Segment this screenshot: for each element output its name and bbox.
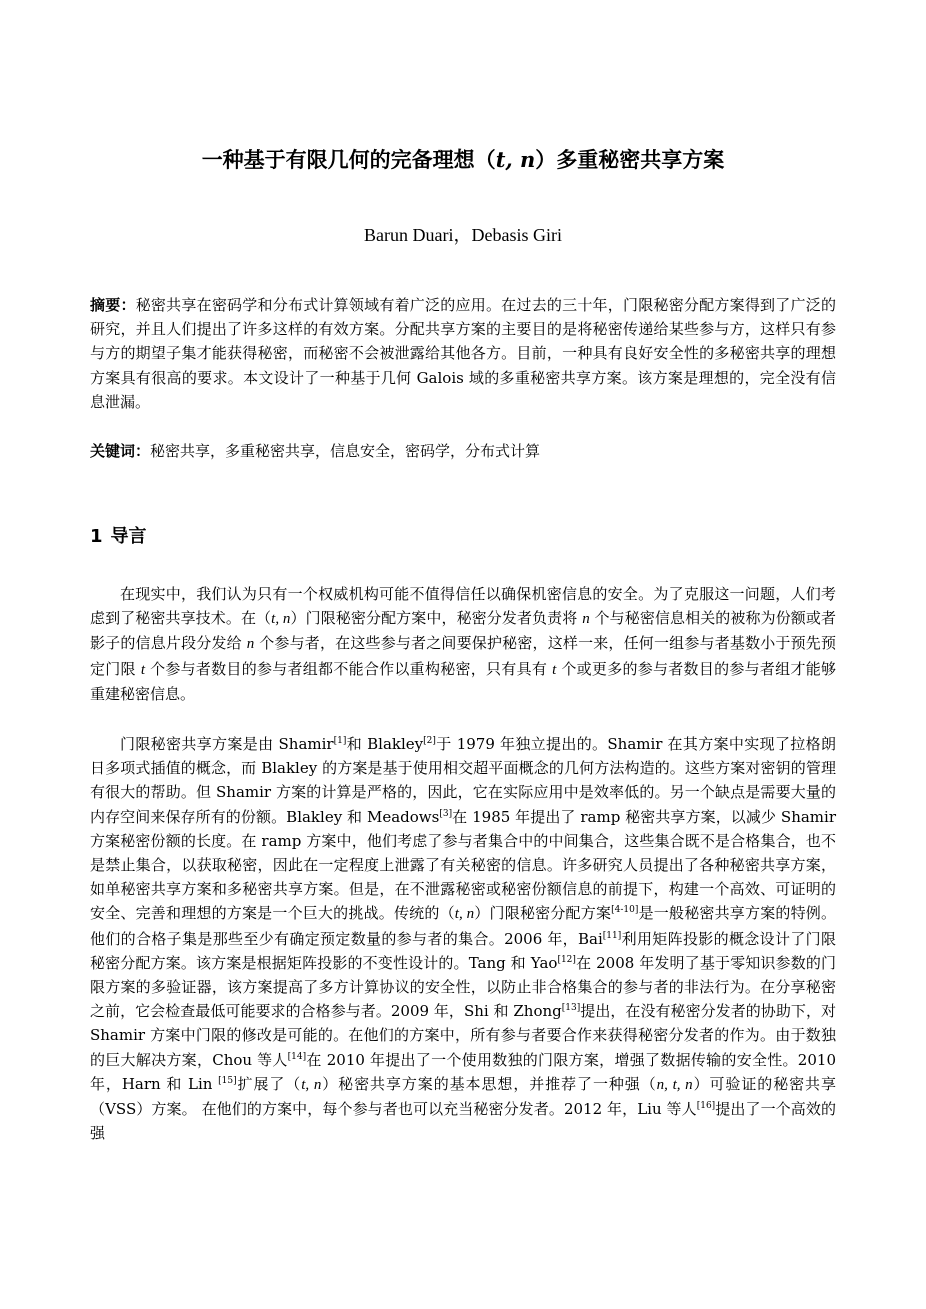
title-var-t: t xyxy=(495,147,506,172)
section-title: 导言 xyxy=(110,526,147,547)
citation-ref: [13] xyxy=(561,1003,581,1014)
keywords-label: 关键词： xyxy=(90,442,151,460)
title-var-n: n xyxy=(520,147,536,172)
keywords-text: 秘密共享，多重秘密共享，信息安全，密码学，分布式计算 xyxy=(150,442,541,460)
body-paragraph-1: 在现实中，我们认为只有一个权威机构可能不值得信任以确保机密信息的安全。为了克服这一问题，人们考虑到了秘密共享技术。在（t, n）门限秘密分配方案中，秘密分发者负责将 n 个与秘密信息相关的被称为份额或者影子的信息片段分发给 n 个参与者，在这些参与者之间要保护秘密，这样一来，任何一组参与者基数小于预先预定门限 t 个参与者数目的参与者组都不能合作以重构秘密，只有具有 t 个或更多的参与者数目的参与者组才能够重建秘密信息。 xyxy=(90,585,836,703)
citation-ref: [2] xyxy=(423,736,436,746)
abstract xyxy=(90,293,836,414)
author-list: Barun Duari，Debasis Giri xyxy=(364,225,562,245)
citation-ref: [12] xyxy=(557,954,576,965)
citation-ref: [1] xyxy=(333,736,347,746)
abstract-text: 秘密共享在密码学和分布式计算领域有着广泛的应用。在过去的三十年，门限秘密分配方案得到了广泛的研究，并且人们提出了许多这样的有效方案。分配共享方案的主要目的是将秘密传递给某些参与方，这样只有参与方的期望子集才能获得秘密，而秘密不会被泄露给其他各方。目前，一种具有良好安全性的多秘密共享的理想方案具有很高的要求。本文设计了一种基于几何 Galois 域的多重秘密共享方案。该方案是理想的，完全没有信息泄漏。 xyxy=(90,296,836,411)
paper-title: 一种基于有限几何的完备理想（t, n）多重秘密共享方案 xyxy=(201,147,725,172)
citation-ref: [4-10] xyxy=(611,905,639,916)
citation-ref: [15] xyxy=(218,1075,237,1086)
citation-ref: [16] xyxy=(696,1101,716,1112)
abstract-label: 摘要： xyxy=(90,296,136,314)
keywords xyxy=(90,439,836,463)
title-comma: , xyxy=(505,147,521,172)
citation-ref: [11] xyxy=(602,930,622,941)
section-number: 1 xyxy=(90,526,103,547)
citation-ref: [3] xyxy=(439,808,453,819)
section-heading-1 xyxy=(90,524,147,550)
body-paragraph-2: 门限秘密共享方案是由 Shamir[1]和 Blakley[2]于 1979 年独立提出的。Shamir 在其方案中实现了拉格朗日多项式插值的概念，而 Blakley 的方案是基于使用相交超平面概念的几何方法构造的。这些方案对密钥的管理有很大的帮助。但 Shamir 方案的计算是严格的，因此，它在实际应用中是效率低的。另一个缺点是需要大量的内存空间来保存所有的份额。Blakley 和 Meadows[3]在 1985 年提出了 ramp 秘密共享方案，以减少 Shamir 方案秘密份额的长度。在 ramp 方案中，他们考虑了参与者集合中的中间集合，这些集合既不是合格集合，也不是禁止集合，以获取秘密，因此在一定程度上泄露了有关秘密的信息。许多研究人员提出了各种秘密共享方案，如单秘密共享方案和多秘密共享方案。但是，在不泄露秘密或秘密份额信息的前提下，构建一个高效、可证明的安全、完善和理想的方案是一个巨大的挑战。传统的（t, n）门限秘密分配方案[4-10]是一般秘密共享方案的特例。他们的合格子集是那些至少有确定预定数量的参与者的集合。2006 年，Bai[11]利用矩阵投影的概念设计了门限秘密分配方案。该方案是根据矩阵投影的不变性设计的。Tang 和 Yao[12]在 2008 年发明了基于零知识参数的门限方案的多验证器，该方案提高了多方计算协议的安全性，以防止非合格集合的参与者的非法行为。在分享秘密之前，它会检查最低可能要求的合格参与者。2009 年，Shi 和 Zhong[13]提出，在没有秘密分发者的协助下，对 Shamir 方案中门限的修改是可能的。在他们的方案中，所有参与者要合作来获得秘密分发者的作为。由于数独的巨大解决方案，Chou 等人[14]在 2010 年提出了一个使用数独的门限方案，增强了数据传输的安全性。2010 年，Harn 和 Lin [15]扩展了（t, n）秘密共享方案的基本思想，并推荐了一种强（n, t, n）可验证的秘密共享（VSS）方案。 在他们的方案中，每个参与者也可以充当秘密分发者。2012 年，Liu 等人[16]提出了一个高效的强 xyxy=(90,735,836,1143)
citation-ref: [14] xyxy=(287,1051,307,1062)
